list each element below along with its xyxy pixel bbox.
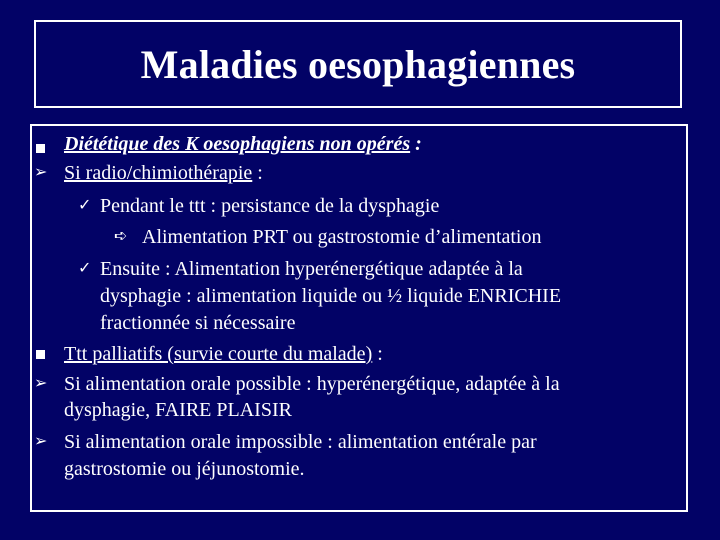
radio-chimio-text: Si radio/chimiothérapie xyxy=(64,162,253,184)
line-orale-impossible: Si alimentation orale impossible : alimentation entérale par xyxy=(64,431,537,453)
ttt-palliatifs-text: Ttt palliatifs (survie courte du malade) xyxy=(64,343,373,365)
line-alimentation-prt: Alimentation PRT ou gastrostomie d’alimentation xyxy=(142,226,542,248)
line-fractionnee: fractionnée si nécessaire xyxy=(100,312,296,334)
check-bullet-icon: ✓ xyxy=(78,197,92,214)
arrow-bullet-icon: ➢ xyxy=(34,433,48,450)
line-ttt-palliatifs xyxy=(64,342,383,366)
line-pendant: Pendant le ttt : persistance de la dysphagie xyxy=(100,195,440,217)
line-diet-heading xyxy=(64,132,422,156)
diet-heading-text: Diététique des K oesophagiens non opérés xyxy=(64,133,411,155)
arrow-bullet-icon: ➢ xyxy=(34,164,48,181)
square-bullet-icon xyxy=(36,350,45,359)
slide-title: Maladies oesophagiennes xyxy=(140,41,576,87)
hand-arrow-icon: ➪ xyxy=(114,228,128,245)
line-faire-plaisir: dysphagie, FAIRE PLAISIR xyxy=(64,399,292,421)
arrow-bullet-icon: ➢ xyxy=(34,375,48,392)
square-bullet-icon xyxy=(36,144,45,153)
line-dysphagie-liquide: dysphagie : alimentation liquide ou ½ liquide ENRICHIE xyxy=(100,285,562,307)
title-frame xyxy=(34,20,682,108)
line-gastrostomie: gastrostomie ou jéjunostomie. xyxy=(64,458,305,480)
diet-heading-colon: : xyxy=(410,133,422,155)
check-bullet-icon: ✓ xyxy=(78,260,92,277)
ttt-palliatifs-colon: : xyxy=(372,343,383,365)
line-radio-chimio xyxy=(64,161,263,185)
line-orale-possible: Si alimentation orale possible : hyperénergétique, adaptée à la xyxy=(64,373,560,395)
radio-chimio-colon: : xyxy=(252,162,263,184)
line-ensuite: Ensuite : Alimentation hyperénergétique adaptée à la xyxy=(100,258,523,280)
